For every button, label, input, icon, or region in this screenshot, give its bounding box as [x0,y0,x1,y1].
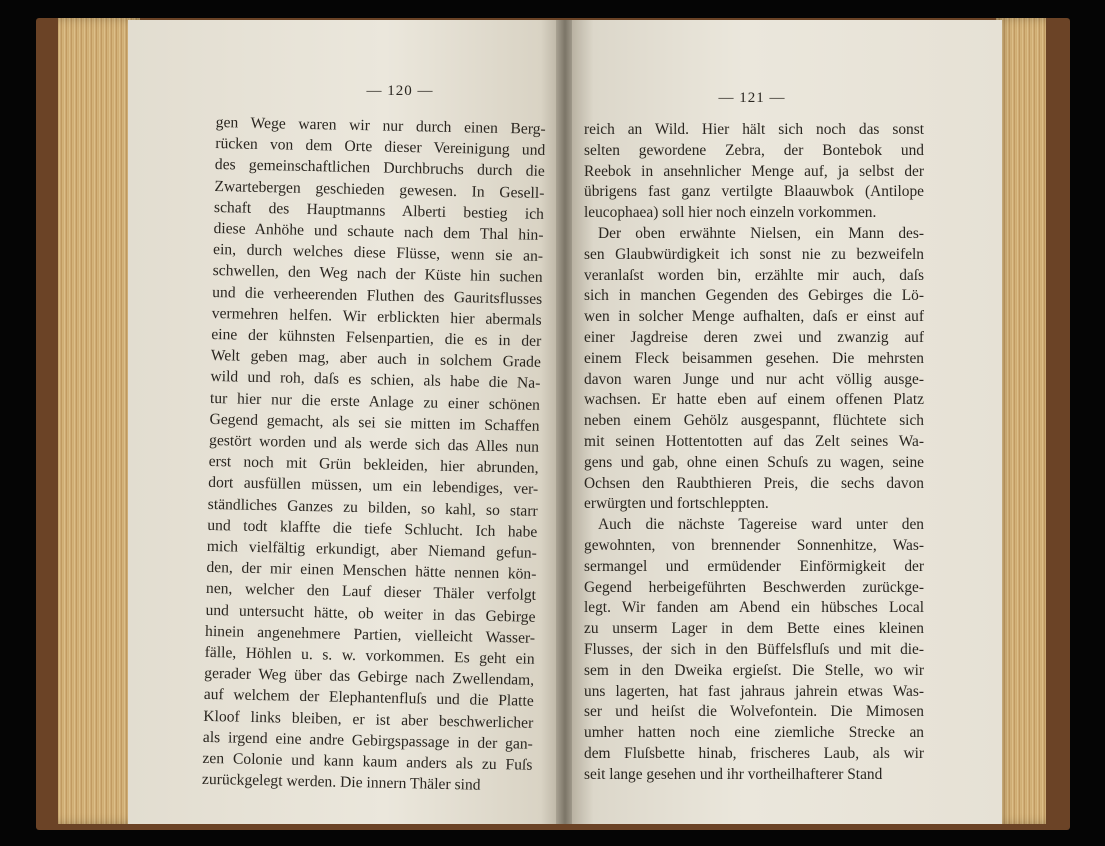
text-line: Auch die nächste Tagereise ward unter den [598,516,924,534]
text-line: Reebok in ansehnlicher Menge auf, ja selbst der [584,162,924,180]
text-line: schaft des Hauptmanns Alberti bestieg ich [213,198,545,223]
text-line: erst noch mit Grün bekleiden, hier abrunden, [208,453,539,478]
text-line: erwürgten und fortschleppten. [584,495,769,513]
text-line: schwellen, den Weg nach der Küste hin suchen [212,262,543,287]
text-line: rücken von dem Orte dieser Vereinigung und [215,135,546,160]
text-line: sen Glaubwürdigkeit ich sonst nie zu bezweifeln [584,245,924,263]
text-line: gestört worden und als werde sich das Alles nun [208,431,540,456]
text-line: Flusses, der sich in den Büffelsfluſs und mit die- [584,640,924,658]
text-line: vermehren helfen. Wir erblickten hier abermals [211,304,542,329]
text-line: wild und roh, daſs es schien, als habe die Na- [210,368,541,393]
text-line: übrigens fast ganz vertilgte Blaauwbok (Antilope [584,183,924,201]
text-line: legt. Wir fanden am Abend ein hübsches Local [584,599,924,617]
text-line: sem in den Dweika ergieſst. Die Stelle, wo wir [584,661,924,679]
text-line: des gemeinschaftlichen Durchbruchs durch die [214,156,545,181]
text-line: als irgend eine andre Gebirgspassage in der gan- [202,728,534,753]
text-line: ständliches Ganzes zu bilden, so kahl, so starr [207,495,538,520]
text-line: gerader Weg über das Gebirge nach Zwellendam, [204,665,535,690]
text-line: Kloof links bleiben, er ist aber beschwerlicher [203,707,534,732]
text-line: einem Fleck beisammen gesehen. Die mehrsten [584,349,924,367]
text-line: leucophaea) soll hier noch einzeln vorkommen. [584,204,877,222]
text-line: einer Jagdreise deren zwei und zwanzig auf [584,328,924,346]
text-line: hinein angenehmere Partien, vielleicht Wasser- [204,622,536,647]
text-line: und todt klaffte die tiefe Schlucht. Ich habe [207,516,538,541]
text-line: ser und heiſst die Wolvefontein. Die Mimosen [584,703,924,721]
text-line: zu unserm Lager in dem Bette eines kleinen [584,620,924,638]
text-line: umher hatten noch eine ziemliche Strecke an [584,724,924,742]
text-line: diese Anhöhe und schaute nach dem Thal hin- [213,219,544,244]
text-line: Gegend gemacht, als sei sie mitten im Schaffen [209,410,540,435]
right-page [572,20,1002,824]
text-line: nen, welcher den Lauf dieser Thäler verfolgt [205,580,537,605]
text-line: gen Wege waren wir nur durch einen Berg- [215,113,546,138]
left-page-text [202,112,546,797]
text-line: Zwartebergen geschieden gewesen. In Gesell- [214,177,545,202]
right-page-text [584,120,924,786]
text-line: davon waren Junge und nur acht völlig ausge- [584,370,924,388]
text-line: Der oben erwähnte Nielsen, ein Mann des- [598,224,924,242]
text-line: Ochsen den Raubthieren Preis, die sechs davon [584,474,924,492]
left-page [128,20,558,824]
text-line: veranlaſst worden bin, erzählte mir auch, daſs [584,266,924,284]
text-line: zen Colonie und kann kaum anders als zu Fuſs [202,749,533,774]
text-line: mich vielfältig erkundigt, aber Niemand gefun- [206,537,538,562]
text-line: wachsen. Er hatte eben auf einem offenen Platz [584,391,924,409]
text-line: neben einem Gehölz ausgespannt, flüchtete sich [584,412,924,430]
page-number: — 121 — [718,90,786,106]
text-line: und untersucht hätte, ob weiter in das Gebirge [205,601,536,626]
text-line: reich an Wild. Hier hält sich noch das sonst [584,121,924,138]
text-line: eine der kühnsten Felsenpartien, die es in der [211,325,542,350]
text-line: Welt geben mag, aber auch in solchem Grade [210,347,542,372]
text-line: selten gewordene Zebra, der Bontebok und [584,141,924,159]
page-edges-right [996,18,1046,824]
text-line: ein, durch welches diese Flüsse, wenn sie an- [212,241,544,266]
text-line: auf welchem der Elephantenfluſs und die Platte [203,686,534,711]
text-line: tur hier nur die erste Anlage zu einer schönen [209,389,541,414]
text-line: den, der mir einen Menschen hätte nennen kön- [206,559,537,584]
text-line: mit seinen Hottentotten auf das Zelt seines Wa- [584,432,924,450]
page-number: — 120 — [366,83,434,99]
text-line: zurückgelegt werden. Die innern Thäler sind [201,771,481,794]
text-line: gens und gab, ohne einen Schuſs zu wagen, seine [584,453,924,471]
text-line: uns lagerten, hat fast jahraus jahrein etwas Was- [584,682,924,700]
text-line: sermangel und ermüdender Einförmigkeit der [584,557,924,575]
text-line: dort ausfüllen müssen, um ein lebendiges, ver- [208,474,539,499]
text-line: Gegend herbeigeführten Beschwerden zurückge- [584,578,924,596]
text-line: gewohnten, von brennender Sonnenhitze, Was- [584,536,924,554]
text-line: dem Fluſsbette hinab, frischeres Laub, als wir [584,744,924,762]
text-line: und die verheerenden Fluthen des Gauritsflusses [212,283,543,308]
text-line: sich in manchen Gegenden des Gebirges die Lö- [584,287,924,305]
text-line: fälle, Höhlen u. s. w. vorkommen. Es geht ein [204,643,535,668]
text-line: wen in solcher Menge aufhalten, daſs er einst auf [584,308,924,326]
text-line: seit lange gesehen und ihr vortheilhafterer Stand [584,765,883,783]
